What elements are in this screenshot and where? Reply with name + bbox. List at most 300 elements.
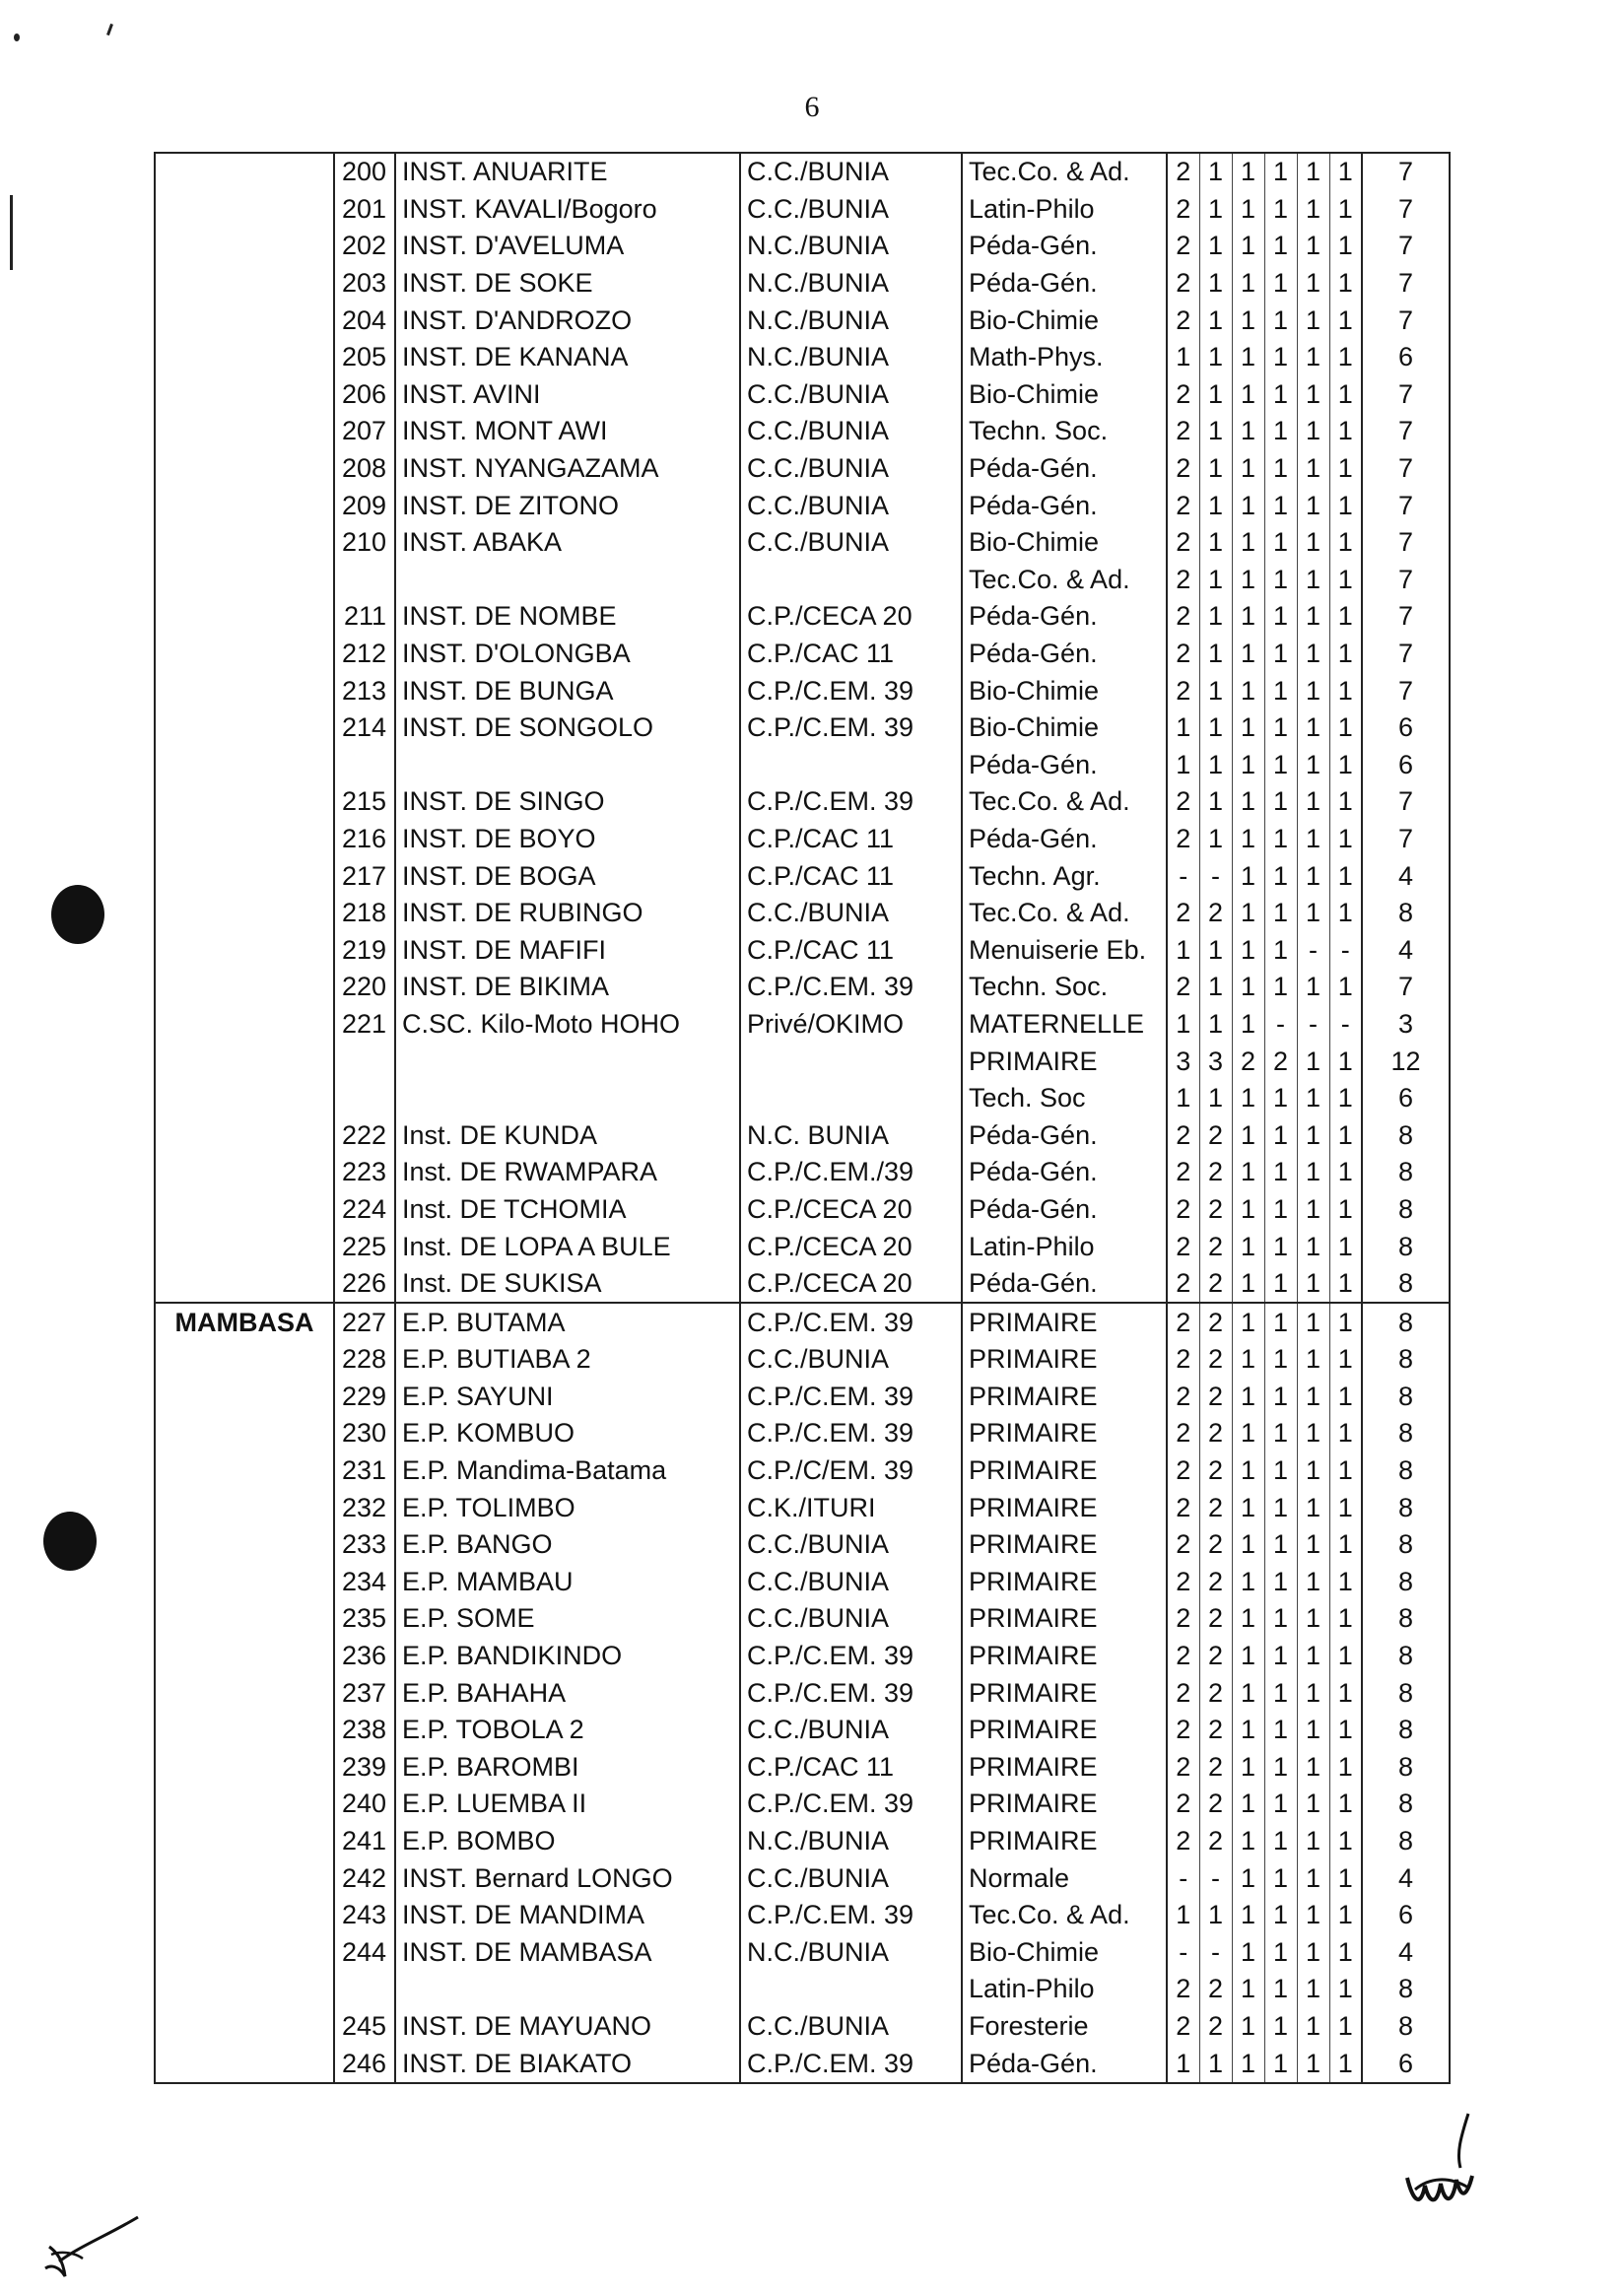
table-row: [155, 1006, 1450, 1044]
school-number-cell: 204: [341, 304, 386, 335]
school-number-cell: 242: [341, 1862, 386, 1893]
option-cell: Latin-Philo: [962, 1228, 1167, 1265]
grade-count-cell: 1: [1199, 450, 1232, 488]
grade-count-cell: 1: [1167, 709, 1199, 747]
school-name-cell: E.P. Mandima-Batama: [395, 1452, 740, 1490]
table-row: [155, 1934, 1450, 1972]
total-cell: 7: [1362, 153, 1450, 191]
grade-count-cell: 1: [1264, 1638, 1297, 1675]
school-number-cell: 220: [341, 972, 386, 1002]
grade-count-cell: 1: [1264, 1154, 1297, 1191]
grade-count-cell: 2: [1167, 1379, 1199, 1416]
grade-count-cell: 1: [1232, 1265, 1264, 1304]
total-cell: 7: [1362, 969, 1450, 1006]
affiliation-cell: C.C./BUNIA: [740, 1600, 962, 1638]
table-row: [155, 1043, 1450, 1080]
school-number-cell: 240: [341, 1788, 386, 1819]
grade-count-cell: 1: [1232, 2008, 1264, 2046]
table-row: [155, 2045, 1450, 2083]
region-cell: [155, 228, 334, 265]
grade-count-cell: 1: [1199, 376, 1232, 414]
total-cell: 8: [1362, 1489, 1450, 1526]
grade-count-cell: 1: [1297, 1526, 1329, 1564]
grade-count-cell: 1: [1329, 1934, 1362, 1972]
region-cell: [155, 969, 334, 1006]
grade-count-cell: 1: [1232, 1303, 1264, 1341]
grade-count-cell: 2: [1167, 1489, 1199, 1526]
grade-count-cell: 2: [1199, 1228, 1232, 1265]
region-cell: [155, 1379, 334, 1416]
grade-count-cell: 1: [1264, 562, 1297, 599]
option-cell: PRIMAIRE: [962, 1786, 1167, 1823]
region-cell: [155, 1674, 334, 1712]
region-cell: [155, 2008, 334, 2046]
grade-count-cell: 2: [1167, 302, 1199, 339]
region-cell: [155, 1786, 334, 1823]
affiliation-cell: [740, 1043, 962, 1080]
grade-count-cell: 1: [1297, 153, 1329, 191]
school-number-cell: 215: [341, 786, 386, 817]
region-cell: [155, 1452, 334, 1490]
grade-count-cell: 1: [1232, 1600, 1264, 1638]
grade-count-cell: 1: [1329, 1303, 1362, 1341]
total-cell: 8: [1362, 1452, 1450, 1490]
table-row: [155, 969, 1450, 1006]
school-number-cell: 238: [341, 1715, 386, 1745]
grade-count-cell: 2: [1199, 2008, 1232, 2046]
grade-count-cell: 1: [1297, 376, 1329, 414]
grade-count-cell: 1: [1264, 1116, 1297, 1154]
school-number-cell: 235: [341, 1603, 386, 1634]
grade-count-cell: 1: [1264, 783, 1297, 821]
region-cell: [155, 2045, 334, 2083]
punch-hole-top: [51, 885, 104, 944]
grade-count-cell: -: [1199, 1859, 1232, 1897]
grade-count-cell: 1: [1329, 672, 1362, 709]
total-cell: 6: [1362, 2045, 1450, 2083]
grade-count-cell: 1: [1232, 931, 1264, 969]
total-cell: 7: [1362, 302, 1450, 339]
table-row: [155, 1638, 1450, 1675]
grade-count-cell: 2: [1199, 1674, 1232, 1712]
affiliation-cell: N.C./BUNIA: [740, 228, 962, 265]
grade-count-cell: 1: [1297, 1823, 1329, 1860]
grade-count-cell: 1: [1329, 1415, 1362, 1452]
school-name-cell: [395, 1043, 740, 1080]
option-cell: PRIMAIRE: [962, 1674, 1167, 1712]
school-number-cell: 236: [341, 1641, 386, 1671]
table-row: [155, 2008, 1450, 2046]
affiliation-cell: C.P./C.EM. 39: [740, 1674, 962, 1712]
grade-count-cell: 2: [1167, 1786, 1199, 1823]
school-number-cell: [334, 1080, 395, 1117]
total-cell: 8: [1362, 1341, 1450, 1379]
affiliation-cell: N.C. BUNIA: [740, 1116, 962, 1154]
grade-count-cell: 1: [1199, 228, 1232, 265]
grade-count-cell: 1: [1264, 1674, 1297, 1712]
grade-count-cell: 2: [1199, 1971, 1232, 2008]
school-name-cell: E.P. SAYUNI: [395, 1379, 740, 1416]
grade-count-cell: 1: [1264, 1526, 1297, 1564]
school-number-cell: 239: [341, 1751, 386, 1782]
school-name-cell: E.P. BAROMBI: [395, 1749, 740, 1787]
school-number-cell: 232: [341, 1492, 386, 1522]
table-row: [155, 191, 1450, 229]
table-row: [155, 1712, 1450, 1749]
grade-count-cell: 1: [1232, 524, 1264, 562]
grade-count-cell: 1: [1329, 1823, 1362, 1860]
grade-count-cell: 1: [1264, 487, 1297, 524]
grade-count-cell: 1: [1232, 857, 1264, 895]
grade-count-cell: 1: [1264, 265, 1297, 303]
grade-count-cell: 2: [1199, 1303, 1232, 1341]
option-cell: Latin-Philo: [962, 1971, 1167, 2008]
grade-count-cell: 1: [1264, 413, 1297, 450]
grade-count-cell: 2: [1167, 821, 1199, 858]
school-name-cell: INST. DE NOMBE: [395, 598, 740, 636]
total-cell: 8: [1362, 1116, 1450, 1154]
school-name-cell: INST. DE KANANA: [395, 339, 740, 376]
option-cell: Tec.Co. & Ad.: [962, 153, 1167, 191]
grade-count-cell: 1: [1232, 1452, 1264, 1490]
grade-count-cell: 2: [1199, 1379, 1232, 1416]
grade-count-cell: 2: [1167, 524, 1199, 562]
school-name-cell: INST. DE BOGA: [395, 857, 740, 895]
total-cell: 8: [1362, 2008, 1450, 2046]
grade-count-cell: -: [1167, 1859, 1199, 1897]
school-name-cell: [395, 747, 740, 784]
grade-count-cell: 1: [1329, 1452, 1362, 1490]
region-cell: [155, 191, 334, 229]
affiliation-cell: C.P./C.EM. 39: [740, 709, 962, 747]
school-name-cell: [395, 1971, 740, 2008]
school-number-cell: 206: [341, 378, 386, 409]
affiliation-cell: C.C./BUNIA: [740, 1526, 962, 1564]
region-cell: [155, 1154, 334, 1191]
grade-count-cell: 1: [1297, 2045, 1329, 2083]
grade-count-cell: 1: [1264, 1971, 1297, 2008]
grade-count-cell: 1: [1199, 2045, 1232, 2083]
affiliation-cell: C.P./CECA 20: [740, 1265, 962, 1304]
region-cell: [155, 562, 334, 599]
grade-count-cell: 1: [1199, 709, 1232, 747]
grade-count-cell: 1: [1329, 783, 1362, 821]
grade-count-cell: 3: [1199, 1043, 1232, 1080]
affiliation-cell: C.C./BUNIA: [740, 2008, 962, 2046]
total-cell: 7: [1362, 265, 1450, 303]
affiliation-cell: C.P./C.EM. 39: [740, 672, 962, 709]
affiliation-cell: C.C./BUNIA: [740, 191, 962, 229]
option-cell: Bio-Chimie: [962, 302, 1167, 339]
grade-count-cell: 2: [1167, 1600, 1199, 1638]
grade-count-cell: 1: [1167, 2045, 1199, 2083]
grade-count-cell: 1: [1167, 747, 1199, 784]
total-cell: 6: [1362, 747, 1450, 784]
grade-count-cell: 1: [1329, 1043, 1362, 1080]
school-number-cell: 213: [341, 675, 386, 706]
school-name-cell: C.SC. Kilo-Moto HOHO: [395, 1006, 740, 1044]
school-number-cell: 202: [341, 231, 386, 261]
grade-count-cell: 2: [1199, 1786, 1232, 1823]
affiliation-cell: N.C./BUNIA: [740, 302, 962, 339]
option-cell: PRIMAIRE: [962, 1379, 1167, 1416]
school-number-cell: 226: [341, 1268, 386, 1299]
grade-count-cell: 2: [1167, 1228, 1199, 1265]
region-cell: [155, 1600, 334, 1638]
school-name-cell: INST. D'AVELUMA: [395, 228, 740, 265]
grade-count-cell: 1: [1199, 524, 1232, 562]
school-number-cell: 244: [341, 1936, 386, 1967]
region-cell: [155, 413, 334, 450]
grade-count-cell: 1: [1297, 1749, 1329, 1787]
region-cell: [155, 1489, 334, 1526]
grade-count-cell: 2: [1199, 1564, 1232, 1601]
grade-count-cell: 2: [1167, 191, 1199, 229]
school-name-cell: E.P. BANGO: [395, 1526, 740, 1564]
grade-count-cell: 2: [1167, 1341, 1199, 1379]
grade-count-cell: 1: [1199, 1080, 1232, 1117]
grade-count-cell: 1: [1329, 636, 1362, 673]
grade-count-cell: 1: [1199, 783, 1232, 821]
grade-count-cell: 2: [1199, 1712, 1232, 1749]
school-name-cell: Inst. DE KUNDA: [395, 1116, 740, 1154]
grade-count-cell: 2: [1167, 1116, 1199, 1154]
grade-count-cell: 1: [1264, 598, 1297, 636]
affiliation-cell: C.P./CAC 11: [740, 636, 962, 673]
grade-count-cell: 2: [1199, 1415, 1232, 1452]
school-number-cell: 217: [341, 860, 386, 891]
grade-count-cell: 1: [1264, 1415, 1297, 1452]
grade-count-cell: 2: [1167, 1526, 1199, 1564]
grade-count-cell: 1: [1297, 1379, 1329, 1416]
school-number-cell: 210: [341, 527, 386, 558]
option-cell: Techn. Agr.: [962, 857, 1167, 895]
region-cell: [155, 1265, 334, 1304]
grade-count-cell: 1: [1297, 747, 1329, 784]
grade-count-cell: 1: [1264, 857, 1297, 895]
grade-count-cell: 2: [1167, 1674, 1199, 1712]
school-number-cell: 237: [341, 1677, 386, 1708]
grade-count-cell: 1: [1264, 1859, 1297, 1897]
grade-count-cell: 1: [1232, 562, 1264, 599]
table-row: [155, 1600, 1450, 1638]
grade-count-cell: 1: [1329, 2045, 1362, 2083]
option-cell: PRIMAIRE: [962, 1823, 1167, 1860]
table-row: [155, 413, 1450, 450]
grade-count-cell: 1: [1232, 1712, 1264, 1749]
grade-count-cell: 1: [1329, 302, 1362, 339]
grade-count-cell: 1: [1329, 1971, 1362, 2008]
grade-count-cell: 1: [1329, 1712, 1362, 1749]
option-cell: PRIMAIRE: [962, 1600, 1167, 1638]
schools-table: [154, 152, 1451, 2084]
grade-count-cell: 1: [1297, 302, 1329, 339]
total-cell: 8: [1362, 1600, 1450, 1638]
affiliation-cell: C.C./BUNIA: [740, 376, 962, 414]
grade-count-cell: 1: [1297, 1043, 1329, 1080]
school-name-cell: E.P. BUTAMA: [395, 1303, 740, 1341]
total-cell: 8: [1362, 1638, 1450, 1675]
grade-count-cell: -: [1329, 931, 1362, 969]
grade-count-cell: 1: [1329, 1341, 1362, 1379]
affiliation-cell: N.C./BUNIA: [740, 1823, 962, 1860]
grade-count-cell: 1: [1199, 598, 1232, 636]
grade-count-cell: 2: [1167, 1749, 1199, 1787]
handwritten-initials-right: [1399, 2109, 1488, 2217]
affiliation-cell: C.P./C.EM. 39: [740, 2045, 962, 2083]
grade-count-cell: 1: [1297, 783, 1329, 821]
table-row: [155, 636, 1450, 673]
grade-count-cell: 2: [1167, 969, 1199, 1006]
total-cell: 7: [1362, 487, 1450, 524]
affiliation-cell: C.P./C.EM./39: [740, 1154, 962, 1191]
total-cell: 12: [1362, 1043, 1450, 1080]
grade-count-cell: 1: [1297, 1303, 1329, 1341]
grade-count-cell: 1: [1297, 265, 1329, 303]
table-row: [155, 1786, 1450, 1823]
region-cell: [155, 931, 334, 969]
grade-count-cell: 1: [1264, 895, 1297, 932]
affiliation-cell: C.P./C.EM. 39: [740, 1786, 962, 1823]
table-row: [155, 562, 1450, 599]
region-cell: [155, 1415, 334, 1452]
table-row: [155, 339, 1450, 376]
grade-count-cell: 1: [1232, 1526, 1264, 1564]
grade-count-cell: 1: [1264, 709, 1297, 747]
grade-count-cell: 1: [1264, 228, 1297, 265]
total-cell: 8: [1362, 1712, 1450, 1749]
grade-count-cell: 1: [1329, 1564, 1362, 1601]
grade-count-cell: -: [1199, 857, 1232, 895]
option-cell: Normale: [962, 1859, 1167, 1897]
grade-count-cell: 1: [1232, 302, 1264, 339]
school-name-cell: INST. AVINI: [395, 376, 740, 414]
grade-count-cell: 2: [1167, 2008, 1199, 2046]
total-cell: 3: [1362, 1006, 1450, 1044]
grade-count-cell: 1: [1297, 562, 1329, 599]
option-cell: Tec.Co. & Ad.: [962, 895, 1167, 932]
school-name-cell: INST. ANUARITE: [395, 153, 740, 191]
total-cell: 8: [1362, 1415, 1450, 1452]
region-cell: [155, 339, 334, 376]
grade-count-cell: 2: [1199, 1638, 1232, 1675]
grade-count-cell: 1: [1297, 1934, 1329, 1972]
grade-count-cell: 1: [1329, 524, 1362, 562]
region-cell: [155, 598, 334, 636]
total-cell: 6: [1362, 709, 1450, 747]
grade-count-cell: 1: [1297, 1564, 1329, 1601]
affiliation-cell: [740, 562, 962, 599]
total-cell: 8: [1362, 1303, 1450, 1341]
affiliation-cell: C.P./CAC 11: [740, 1749, 962, 1787]
school-number-cell: 222: [341, 1119, 386, 1150]
grade-count-cell: 2: [1167, 1823, 1199, 1860]
grade-count-cell: 1: [1264, 1228, 1297, 1265]
school-name-cell: INST. NYANGAZAMA: [395, 450, 740, 488]
grade-count-cell: 1: [1329, 857, 1362, 895]
grade-count-cell: 1: [1329, 1526, 1362, 1564]
total-cell: 4: [1362, 1934, 1450, 1972]
school-name-cell: [395, 1080, 740, 1117]
grade-count-cell: 1: [1297, 1897, 1329, 1934]
grade-count-cell: 1: [1264, 969, 1297, 1006]
affiliation-cell: C.C./BUNIA: [740, 1564, 962, 1601]
table-row: [155, 747, 1450, 784]
grade-count-cell: 2: [1167, 672, 1199, 709]
school-number-cell: [334, 1043, 395, 1080]
grade-count-cell: 1: [1329, 1489, 1362, 1526]
grade-count-cell: 1: [1329, 562, 1362, 599]
table-row: [155, 265, 1450, 303]
grade-count-cell: 2: [1199, 895, 1232, 932]
grade-count-cell: 1: [1199, 1006, 1232, 1044]
affiliation-cell: [740, 1971, 962, 2008]
region-cell: [155, 1897, 334, 1934]
grade-count-cell: 1: [1297, 1638, 1329, 1675]
table-row: [155, 1415, 1450, 1452]
grade-count-cell: 1: [1297, 1489, 1329, 1526]
table-row: [155, 1897, 1450, 1934]
school-name-cell: INST. DE MAMBASA: [395, 1934, 740, 1972]
table-row: [155, 1265, 1450, 1304]
option-cell: Bio-Chimie: [962, 524, 1167, 562]
table-row: [155, 1526, 1450, 1564]
grade-count-cell: 1: [1329, 376, 1362, 414]
grade-count-cell: 2: [1199, 1265, 1232, 1304]
table-row: [155, 1379, 1450, 1416]
table-row: [155, 1228, 1450, 1265]
affiliation-cell: C.P./C.EM. 39: [740, 1415, 962, 1452]
affiliation-cell: [740, 1080, 962, 1117]
school-name-cell: E.P. BOMBO: [395, 1823, 740, 1860]
grade-count-cell: 1: [1232, 709, 1264, 747]
school-name-cell: E.P. MAMBAU: [395, 1564, 740, 1601]
grade-count-cell: 1: [1297, 1712, 1329, 1749]
school-number-cell: [334, 1971, 395, 2008]
region-cell: [155, 1712, 334, 1749]
grade-count-cell: 1: [1329, 413, 1362, 450]
school-number-cell: 212: [341, 639, 386, 669]
option-cell: Tec.Co. & Ad.: [962, 562, 1167, 599]
grade-count-cell: 2: [1167, 1415, 1199, 1452]
grade-count-cell: 1: [1232, 783, 1264, 821]
affiliation-cell: C.P./C.EM. 39: [740, 1638, 962, 1675]
grade-count-cell: 1: [1232, 191, 1264, 229]
region-cell: [155, 1859, 334, 1897]
school-name-cell: E.P. BUTIABA 2: [395, 1341, 740, 1379]
total-cell: 8: [1362, 1228, 1450, 1265]
grade-count-cell: 1: [1264, 1489, 1297, 1526]
grade-count-cell: 1: [1232, 1971, 1264, 2008]
total-cell: 8: [1362, 1191, 1450, 1229]
margin-tick-mark: [106, 24, 113, 35]
school-number-cell: 224: [341, 1193, 386, 1224]
option-cell: Tech. Soc: [962, 1080, 1167, 1117]
grade-count-cell: 1: [1167, 1080, 1199, 1117]
school-number-cell: 243: [341, 1900, 386, 1930]
grade-count-cell: 1: [1264, 524, 1297, 562]
region-cell: [155, 783, 334, 821]
grade-count-cell: 1: [1297, 1265, 1329, 1304]
school-name-cell: E.P. BAHAHA: [395, 1674, 740, 1712]
total-cell: 7: [1362, 636, 1450, 673]
grade-count-cell: 1: [1264, 636, 1297, 673]
school-number-cell: 203: [341, 268, 386, 299]
affiliation-cell: C.P./CAC 11: [740, 857, 962, 895]
grade-count-cell: 2: [1167, 636, 1199, 673]
region-cell: [155, 524, 334, 562]
total-cell: 8: [1362, 1265, 1450, 1304]
